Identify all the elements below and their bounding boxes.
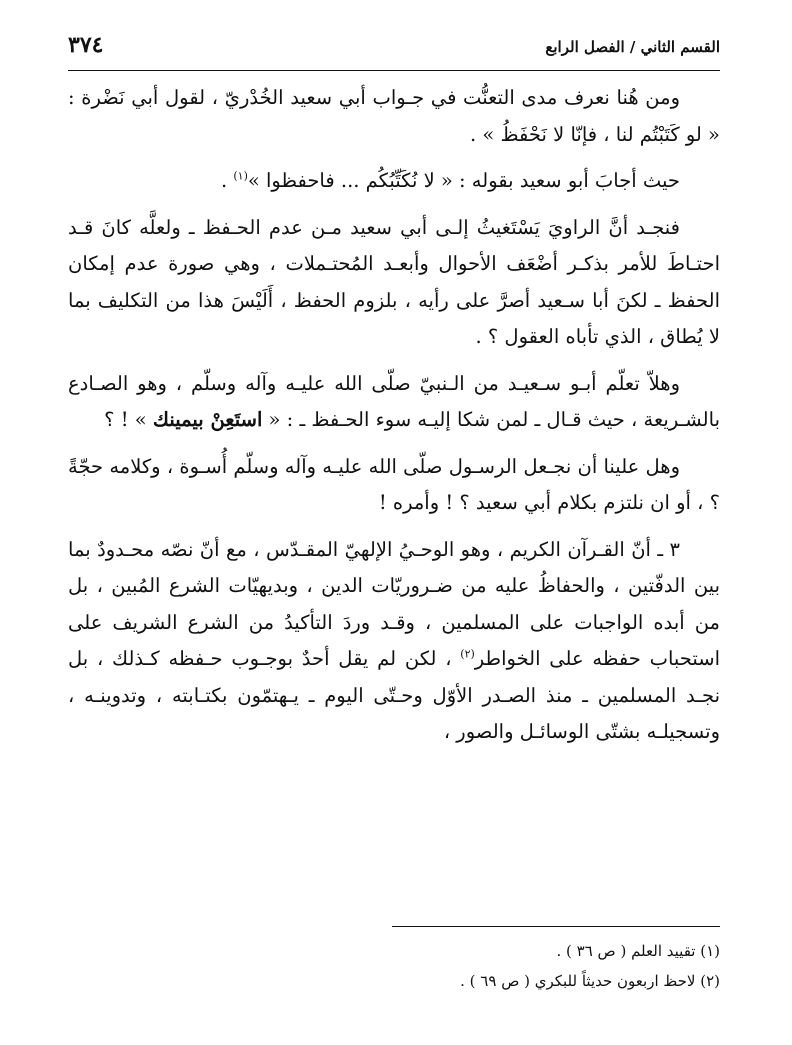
chapter-title: القسم الثاني / الفصل الرابع	[545, 38, 720, 56]
paragraph-4	[68, 366, 720, 439]
footnote-divider	[392, 926, 720, 927]
paragraph-6	[68, 532, 720, 751]
paragraph-3	[68, 210, 720, 356]
paragraph-6-end: ، لكن لم يقل أحدٌ بوجـوب حـفظه كـذلك ، بل نجـد المسلمين ـ منذ الصـدر الأوّل وحـتّى اليوم ـ يـهتمّون بكتـابته ، وتدوينـه ، وتسجيلـه بشتّى الوسائـل والصور ،	[68, 647, 720, 743]
footnotes	[68, 936, 720, 996]
footnote-ref-2: (٢)	[460, 647, 475, 661]
paragraph-3-text: فنجـد أنَّ الراويَ يَسْتَغيثُ إلـى أبي سعيد مـن عدم الحـفظ ـ ولعلَّه كانَ قـد احتـاطَ للأمر بذكـر أضْعَف الأحوال وأبعـد المُحتـملات ، وهي صورة عدم إمكان الحفظ ـ لكنَ أبا سـعيد أصرَّ على رأيه ، بلزوم الحفظ ، أَلَيْسَ هذا من التكليف بما لا يُطاق ، الذي تأباه العقول ؟ .	[68, 215, 720, 348]
footnote-ref-1: (١)	[233, 169, 248, 183]
paragraph-2-text: حيث أجابَ أبو سعيد بقوله : « لا نُكَتِّبُكُم ... فاحفظوا »	[247, 169, 680, 192]
footnote-1: (١) تقييد العلم ( ص ٣٦ ) .	[556, 942, 720, 960]
paragraph-5-text: وهل علينا أن نجـعل الرسـول صلّى الله عليـه وآله وسلّم أُسـوة ، وكلامه حجّةً ؟ ، أو ان نلتزم بكلام أبي سعيد ؟ ! وأمره !	[68, 454, 720, 514]
main-text	[68, 80, 720, 751]
header-divider	[68, 70, 720, 71]
paragraph-4-text: وهلاّ تعلّم أبـو سـعيـد من الـنبيّ صلّى الله عليـه وآله وسلّم ، وهو الصـادع بالشـريعة ، حيث قـال ـ لمن شكا إليـه سوء الحـفظ ـ : «	[68, 371, 720, 431]
paragraph-1	[68, 80, 720, 153]
page-number: ٣٧٤	[68, 32, 104, 58]
paragraph-5	[68, 449, 720, 522]
footnote-2: (٢) لاحظ اربعون حديثاً للبكري ( ص ٦٩ ) .	[460, 972, 720, 990]
paragraph-2	[68, 163, 720, 200]
paragraph-4-end: » ! ؟	[104, 408, 153, 431]
running-header	[68, 28, 720, 68]
paragraph-2-end: .	[220, 169, 234, 192]
paragraph-1-text: ومن هُنا نعرف مدى التعنُّت في جـواب أبي سعيد الخُدْريّ ، لقول أبي نَضْرة : « لو كَتَبْتُم لنا ، فإنّا لا نَحْفَظُ » .	[68, 86, 720, 146]
hadith-quote-bold: استَعِنْ بيمينك	[152, 408, 263, 431]
paragraph-6-text: ٣ ـ أنّ القـرآن الكريم ، وهو الوحـيُ الإلهيّ المقـدّس ، مع أنّ نصّه محـدودٌ بما بين الدفّتين ، والحفاظُ عليه من ضـروريّات الدين ، وبديهيّات الشرع المُبين ، بل من أبده الواجبات على المسلمين ، وقـد وردَ التأكيدُ من الشرع الشريف على استحباب حفظه على الخواطر	[68, 537, 720, 670]
